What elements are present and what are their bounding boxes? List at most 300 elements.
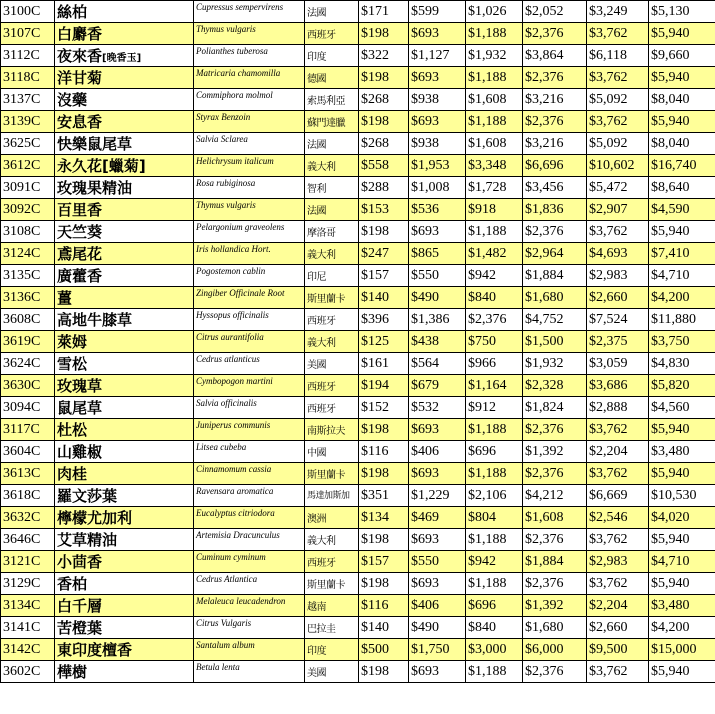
price-2: $536 (409, 199, 466, 221)
price-5: $6,118 (587, 45, 649, 67)
table-row (1, 89, 715, 111)
origin-country: 美國 (305, 661, 359, 683)
table-row (1, 441, 715, 463)
product-name: 天竺葵 (57, 223, 103, 241)
price-2: $438 (409, 331, 466, 353)
price-4: $1,392 (523, 595, 587, 617)
product-name-cell (55, 529, 194, 551)
table-row (1, 155, 715, 177)
latin-name: Cedrus Atlantica (194, 573, 305, 595)
price-1: $198 (359, 529, 409, 551)
price-5: $2,983 (587, 265, 649, 287)
product-name-cell (55, 243, 194, 265)
price-5: $5,092 (587, 89, 649, 111)
latin-name: Rosa rubiginosa (194, 177, 305, 199)
product-code: 3139C (1, 111, 55, 133)
price-2: $693 (409, 67, 466, 89)
price-4: $2,376 (523, 661, 587, 683)
table-row (1, 111, 715, 133)
origin-country: 法國 (305, 199, 359, 221)
price-6: $5,820 (649, 375, 715, 397)
product-name-cell (55, 67, 194, 89)
product-code: 3129C (1, 573, 55, 595)
origin-country: 義大利 (305, 331, 359, 353)
price-4: $2,328 (523, 375, 587, 397)
product-name: 樺樹 (57, 663, 88, 681)
price-1: $194 (359, 375, 409, 397)
price-4: $3,864 (523, 45, 587, 67)
product-name: 玫瑰草 (57, 377, 103, 395)
product-code: 3112C (1, 45, 55, 67)
price-4: $4,212 (523, 485, 587, 507)
price-6: $5,940 (649, 67, 715, 89)
price-1: $161 (359, 353, 409, 375)
origin-country: 中國 (305, 441, 359, 463)
price-1: $198 (359, 573, 409, 595)
price-2: $693 (409, 573, 466, 595)
price-2: $693 (409, 23, 466, 45)
product-name-cell (55, 595, 194, 617)
price-2: $1,127 (409, 45, 466, 67)
origin-country: 義大利 (305, 155, 359, 177)
product-code: 3142C (1, 639, 55, 661)
price-1: $558 (359, 155, 409, 177)
price-5: $2,204 (587, 441, 649, 463)
price-6: $5,940 (649, 573, 715, 595)
price-2: $1,008 (409, 177, 466, 199)
origin-country: 澳洲 (305, 507, 359, 529)
latin-name: Commiphora molmol (194, 89, 305, 111)
price-3: $1,188 (466, 573, 523, 595)
origin-country: 斯里蘭卡 (305, 287, 359, 309)
price-3: $696 (466, 441, 523, 463)
latin-name: Cupressus sempervirens (194, 1, 305, 23)
latin-name: Citrus Vulgaris (194, 617, 305, 639)
price-6: $5,940 (649, 419, 715, 441)
product-name: 快樂鼠尾草 (57, 135, 133, 153)
price-2: $532 (409, 397, 466, 419)
product-code: 3094C (1, 397, 55, 419)
product-code: 3604C (1, 441, 55, 463)
price-5: $3,686 (587, 375, 649, 397)
price-4: $3,216 (523, 89, 587, 111)
price-5: $3,762 (587, 221, 649, 243)
product-code: 3624C (1, 353, 55, 375)
price-1: $198 (359, 463, 409, 485)
price-6: $9,660 (649, 45, 715, 67)
origin-country: 法國 (305, 133, 359, 155)
price-3: $912 (466, 397, 523, 419)
origin-country: 巴拉圭 (305, 617, 359, 639)
price-6: $5,940 (649, 463, 715, 485)
origin-country: 西班牙 (305, 551, 359, 573)
product-code: 3092C (1, 199, 55, 221)
latin-name: Juniperus communis (194, 419, 305, 441)
price-6: $15,000 (649, 639, 715, 661)
price-1: $157 (359, 551, 409, 573)
price-4: $2,376 (523, 463, 587, 485)
product-name-cell (55, 177, 194, 199)
product-code: 3619C (1, 331, 55, 353)
product-name-cell (55, 133, 194, 155)
product-name-cell (55, 199, 194, 221)
product-code: 3630C (1, 375, 55, 397)
product-name: 永久花[蠟菊] (57, 157, 146, 175)
price-6: $8,040 (649, 89, 715, 111)
product-name: 香柏 (57, 575, 88, 593)
price-5: $3,762 (587, 529, 649, 551)
price-3: $966 (466, 353, 523, 375)
price-5: $2,660 (587, 617, 649, 639)
product-name: 東印度檀香 (57, 641, 133, 659)
price-3: $2,106 (466, 485, 523, 507)
product-name-cell (55, 1, 194, 23)
table-row (1, 221, 715, 243)
price-4: $1,608 (523, 507, 587, 529)
price-2: $406 (409, 595, 466, 617)
price-2: $550 (409, 551, 466, 573)
latin-name: Salvia officinalis (194, 397, 305, 419)
product-name: 杜松 (57, 421, 88, 439)
product-name-cell (55, 573, 194, 595)
product-name: 肉桂 (57, 465, 88, 483)
price-3: $3,348 (466, 155, 523, 177)
price-3: $1,188 (466, 661, 523, 683)
table-row (1, 287, 715, 309)
table-row (1, 573, 715, 595)
price-1: $134 (359, 507, 409, 529)
product-name: 夜來香 (57, 47, 103, 65)
product-code: 3117C (1, 419, 55, 441)
product-code: 3613C (1, 463, 55, 485)
product-name: 鼠尾草 (57, 399, 103, 417)
price-1: $288 (359, 177, 409, 199)
product-name-cell (55, 23, 194, 45)
price-3: $804 (466, 507, 523, 529)
latin-name: Cuminum cyminum (194, 551, 305, 573)
price-5: $5,472 (587, 177, 649, 199)
price-4: $2,376 (523, 529, 587, 551)
product-code: 3625C (1, 133, 55, 155)
origin-country: 馬達加斯加 (305, 485, 359, 507)
price-3: $1,188 (466, 23, 523, 45)
origin-country: 西班牙 (305, 375, 359, 397)
table-row (1, 529, 715, 551)
price-3: $840 (466, 287, 523, 309)
table-row (1, 419, 715, 441)
price-1: $125 (359, 331, 409, 353)
product-name: 玫瑰果精油 (57, 179, 133, 197)
price-4: $4,752 (523, 309, 587, 331)
price-3: $1,026 (466, 1, 523, 23)
product-code: 3100C (1, 1, 55, 23)
price-6: $4,200 (649, 287, 715, 309)
table-row (1, 595, 715, 617)
price-6: $11,880 (649, 309, 715, 331)
product-name: 萊姆 (57, 333, 88, 351)
price-2: $550 (409, 265, 466, 287)
price-6: $3,480 (649, 595, 715, 617)
price-3: $3,000 (466, 639, 523, 661)
price-2: $1,953 (409, 155, 466, 177)
origin-country: 法國 (305, 1, 359, 23)
latin-name: Betula lenta (194, 661, 305, 683)
price-1: $198 (359, 221, 409, 243)
latin-name: Iris hollandica Hort. (194, 243, 305, 265)
latin-name: Thymus vulgaris (194, 199, 305, 221)
origin-country: 斯里蘭卡 (305, 463, 359, 485)
product-name: 洋甘菊 (57, 69, 103, 87)
latin-name: Ravensara aromatica (194, 485, 305, 507)
price-5: $3,762 (587, 419, 649, 441)
price-2: $406 (409, 441, 466, 463)
product-name-cell (55, 221, 194, 243)
latin-name: Eucalyptus citriodora (194, 507, 305, 529)
table-row (1, 507, 715, 529)
price-1: $153 (359, 199, 409, 221)
product-name-cell (55, 45, 194, 67)
product-code: 3646C (1, 529, 55, 551)
price-1: $171 (359, 1, 409, 23)
product-name-cell (55, 331, 194, 353)
price-6: $5,130 (649, 1, 715, 23)
price-4: $6,000 (523, 639, 587, 661)
table-row (1, 133, 715, 155)
price-3: $1,188 (466, 67, 523, 89)
table-row (1, 67, 715, 89)
product-code: 3612C (1, 155, 55, 177)
product-name-cell (55, 155, 194, 177)
product-name-cell (55, 375, 194, 397)
price-1: $140 (359, 617, 409, 639)
price-2: $693 (409, 529, 466, 551)
price-1: $198 (359, 23, 409, 45)
price-6: $4,710 (649, 265, 715, 287)
price-6: $3,750 (649, 331, 715, 353)
price-1: $268 (359, 89, 409, 111)
latin-name: Thymus vulgaris (194, 23, 305, 45)
price-1: $198 (359, 661, 409, 683)
price-2: $469 (409, 507, 466, 529)
price-1: $322 (359, 45, 409, 67)
table-row (1, 551, 715, 573)
price-6: $8,040 (649, 133, 715, 155)
price-5: $5,092 (587, 133, 649, 155)
product-code: 3608C (1, 309, 55, 331)
price-1: $500 (359, 639, 409, 661)
latin-name: Litsea cubeba (194, 441, 305, 463)
latin-name: Citrus aurantifolia (194, 331, 305, 353)
price-2: $599 (409, 1, 466, 23)
origin-country: 摩洛哥 (305, 221, 359, 243)
product-code: 3602C (1, 661, 55, 683)
price-4: $6,696 (523, 155, 587, 177)
price-2: $693 (409, 419, 466, 441)
product-code: 3618C (1, 485, 55, 507)
price-4: $2,052 (523, 1, 587, 23)
price-4: $3,456 (523, 177, 587, 199)
price-3: $2,376 (466, 309, 523, 331)
price-2: $679 (409, 375, 466, 397)
product-code: 3137C (1, 89, 55, 111)
origin-country: 德國 (305, 67, 359, 89)
price-2: $693 (409, 463, 466, 485)
price-6: $5,940 (649, 529, 715, 551)
price-6: $4,020 (649, 507, 715, 529)
price-4: $3,216 (523, 133, 587, 155)
table-row (1, 265, 715, 287)
product-name-cell (55, 89, 194, 111)
product-name-cell (55, 463, 194, 485)
product-name-cell (55, 551, 194, 573)
product-name-cell (55, 485, 194, 507)
price-3: $942 (466, 551, 523, 573)
latin-name: Matricaria chamomilla (194, 67, 305, 89)
product-name-cell (55, 617, 194, 639)
product-name-alias: [晚香玉] (102, 53, 142, 64)
product-name-cell (55, 639, 194, 661)
table-row (1, 45, 715, 67)
price-4: $2,964 (523, 243, 587, 265)
latin-name: Pogostemon cablin (194, 265, 305, 287)
latin-name: Cedrus atlanticus (194, 353, 305, 375)
price-5: $2,888 (587, 397, 649, 419)
price-6: $10,530 (649, 485, 715, 507)
product-name-cell (55, 111, 194, 133)
price-1: $157 (359, 265, 409, 287)
price-5: $3,762 (587, 463, 649, 485)
price-1: $140 (359, 287, 409, 309)
price-3: $1,164 (466, 375, 523, 397)
origin-country: 智利 (305, 177, 359, 199)
price-6: $16,740 (649, 155, 715, 177)
price-4: $2,376 (523, 67, 587, 89)
product-name-cell (55, 397, 194, 419)
table-row (1, 639, 715, 661)
table-row (1, 177, 715, 199)
table-row (1, 331, 715, 353)
price-3: $1,188 (466, 419, 523, 441)
product-name-cell (55, 265, 194, 287)
product-name: 羅文莎葉 (57, 487, 118, 505)
latin-name: Cinnamomum cassia (194, 463, 305, 485)
table-row (1, 463, 715, 485)
price-2: $938 (409, 133, 466, 155)
latin-name: Zingiber Officinale Root (194, 287, 305, 309)
price-1: $116 (359, 595, 409, 617)
latin-name: Styrax Benzoin (194, 111, 305, 133)
price-3: $1,728 (466, 177, 523, 199)
price-6: $5,940 (649, 661, 715, 683)
product-name-cell (55, 441, 194, 463)
price-6: $5,940 (649, 111, 715, 133)
price-5: $3,762 (587, 67, 649, 89)
product-name: 苦橙葉 (57, 619, 103, 637)
price-4: $2,376 (523, 111, 587, 133)
product-name: 廣藿香 (57, 267, 103, 285)
origin-country: 南斯拉夫 (305, 419, 359, 441)
price-3: $1,188 (466, 111, 523, 133)
price-2: $490 (409, 617, 466, 639)
price-1: $198 (359, 67, 409, 89)
product-name: 薑 (57, 289, 73, 307)
price-5: $10,602 (587, 155, 649, 177)
table-row (1, 397, 715, 419)
product-code: 3632C (1, 507, 55, 529)
price-6: $4,200 (649, 617, 715, 639)
price-4: $1,392 (523, 441, 587, 463)
price-2: $1,386 (409, 309, 466, 331)
price-5: $3,762 (587, 111, 649, 133)
origin-country: 斯里蘭卡 (305, 573, 359, 595)
latin-name: Hyssopus officinalis (194, 309, 305, 331)
price-2: $1,229 (409, 485, 466, 507)
price-3: $1,188 (466, 463, 523, 485)
price-5: $2,983 (587, 551, 649, 573)
price-4: $1,500 (523, 331, 587, 353)
table-row (1, 23, 715, 45)
product-code: 3135C (1, 265, 55, 287)
price-4: $1,884 (523, 551, 587, 573)
origin-country: 義大利 (305, 243, 359, 265)
price-5: $2,375 (587, 331, 649, 353)
price-1: $268 (359, 133, 409, 155)
price-6: $4,590 (649, 199, 715, 221)
origin-country: 西班牙 (305, 309, 359, 331)
price-6: $5,940 (649, 23, 715, 45)
product-name-cell (55, 309, 194, 331)
price-5: $2,546 (587, 507, 649, 529)
price-5: $6,669 (587, 485, 649, 507)
price-2: $1,750 (409, 639, 466, 661)
price-3: $1,188 (466, 529, 523, 551)
price-6: $4,710 (649, 551, 715, 573)
price-6: $7,410 (649, 243, 715, 265)
table-row (1, 309, 715, 331)
price-2: $693 (409, 221, 466, 243)
latin-name: Salvia Sclarea (194, 133, 305, 155)
price-1: $198 (359, 111, 409, 133)
latin-name: Pelargonium graveolens (194, 221, 305, 243)
latin-name: Artemisia Dracunculus (194, 529, 305, 551)
price-2: $865 (409, 243, 466, 265)
product-code: 3124C (1, 243, 55, 265)
latin-name: Melaleuca leucadendron (194, 595, 305, 617)
table-row (1, 353, 715, 375)
origin-country: 越南 (305, 595, 359, 617)
price-5: $3,059 (587, 353, 649, 375)
product-name: 艾草精油 (57, 531, 118, 549)
price-3: $1,608 (466, 133, 523, 155)
product-code: 3141C (1, 617, 55, 639)
origin-country: 印尼 (305, 265, 359, 287)
product-name: 安息香 (57, 113, 103, 131)
price-6: $5,940 (649, 221, 715, 243)
origin-country: 美國 (305, 353, 359, 375)
origin-country: 西班牙 (305, 397, 359, 419)
product-code: 3107C (1, 23, 55, 45)
product-name: 高地牛膝草 (57, 311, 133, 329)
price-4: $2,376 (523, 221, 587, 243)
price-6: $4,560 (649, 397, 715, 419)
price-2: $693 (409, 111, 466, 133)
latin-name: Santalum album (194, 639, 305, 661)
product-name: 沒藥 (57, 91, 88, 109)
price-5: $2,907 (587, 199, 649, 221)
product-name: 檸檬尤加利 (57, 509, 133, 527)
price-4: $2,376 (523, 23, 587, 45)
price-4: $2,376 (523, 419, 587, 441)
